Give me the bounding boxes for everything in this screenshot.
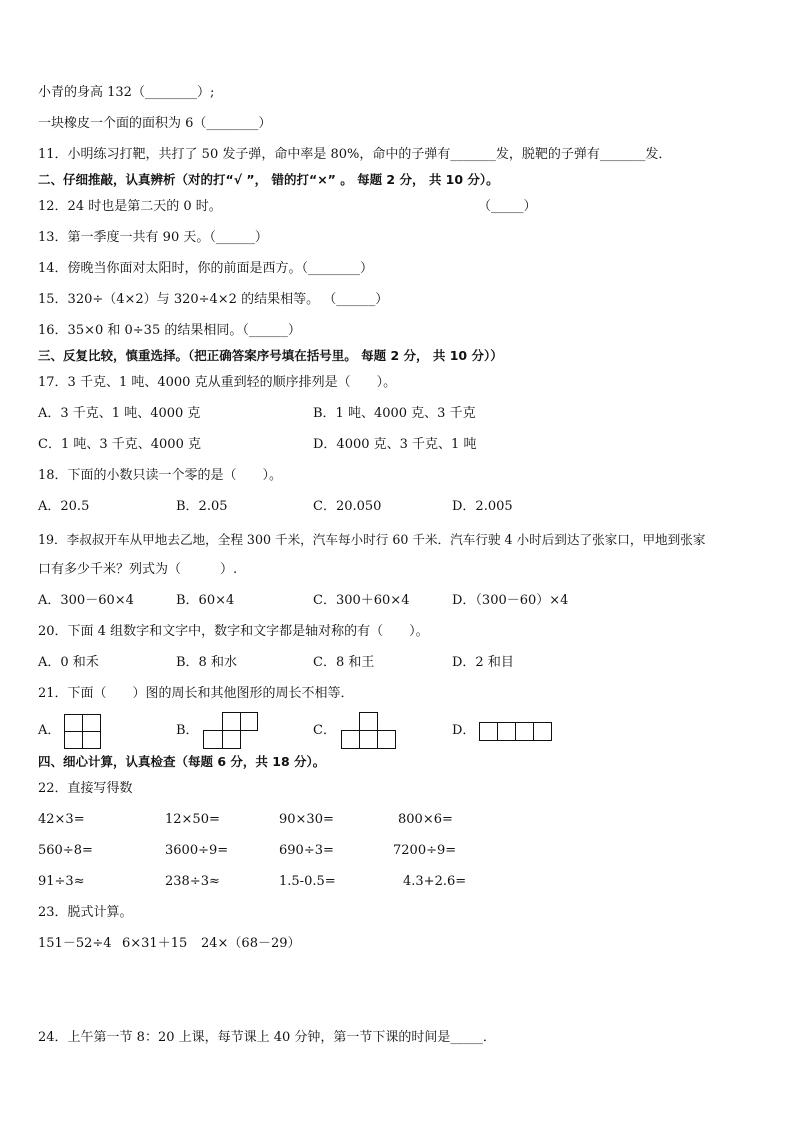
calc-item: 690÷3= xyxy=(279,843,334,858)
section-4-heading: 四、细心计算，认真检查（每题 6 分，共 18 分）。 xyxy=(38,754,326,769)
figure-c-tshape xyxy=(341,712,396,749)
calc-item: 12×50= xyxy=(165,812,220,827)
calc-item: 91÷3≈ xyxy=(38,874,85,889)
question-17-option-a: A．3 千克、1 吨、4000 克 xyxy=(38,406,201,421)
question-21-option-d: D． xyxy=(452,723,476,738)
question-11: 11．小明练习打靶，共打了 50 发子弹，命中率是 80%，命中的子弹有_______发，脱靶的子弹有_______发． xyxy=(38,147,672,162)
question-19-option-b: B．60×4 xyxy=(176,593,235,608)
question-14: 14．傍晚当你面对太阳时，你的前面是西方。（________） xyxy=(38,261,374,276)
question-18-option-d: D．2.005 xyxy=(452,499,513,514)
question-19-option-d: D．（300－60）×4 xyxy=(452,593,569,608)
question-17-option-b: B．1 吨、4000 克、3 千克 xyxy=(313,406,476,421)
question-18-option-a: A．20.5 xyxy=(38,499,90,514)
question-20-option-c: C．8 和王 xyxy=(313,655,375,670)
question-17-option-d: D．4000 克、3 千克、1 吨 xyxy=(313,437,477,452)
question-17-option-c: C．1 吨、3 千克、4000 克 xyxy=(38,437,201,452)
calc-item: 3600÷9= xyxy=(165,843,229,858)
question-17: 17．3 千克、1 吨、4000 克从重到轻的顺序排列是（ ）。 xyxy=(38,375,397,390)
calc-item: 560÷8= xyxy=(38,843,93,858)
question-22: 22．直接写得数 xyxy=(38,781,133,796)
question-21: 21．下面（ ）图的周长和其他图形的周长不相等． xyxy=(38,686,354,701)
calc-item: 7200÷9= xyxy=(393,843,457,858)
question-18-option-c: C．20.050 xyxy=(313,499,382,514)
calc-item: 4.3+2.6= xyxy=(403,874,467,889)
section-2-heading: 二、仔细推敲，认真辨析（对的打“√ ”， 错的打“×” 。 每题 2 分， 共 10 分）。 xyxy=(38,172,499,187)
expression-item: 6×31＋15 xyxy=(122,936,188,951)
question-19-option-a: A．300－60×4 xyxy=(38,593,134,608)
question-16: 16．35×0 和 0÷35 的结果相同。（______） xyxy=(38,323,301,338)
section-3-heading: 三、反复比较，慎重选择。（把正确答案序号填在括号里。 每题 2 分， 共 10 分）） xyxy=(38,348,503,363)
calc-item: 42×3= xyxy=(38,812,85,827)
question-19-option-c: C．300＋60×4 xyxy=(313,593,410,608)
calc-item: 1.5-0.5= xyxy=(279,874,336,889)
question-20-option-b: B．8 和水 xyxy=(176,655,237,670)
line-eraser: 一块橡皮一个面的面积为 6（________） xyxy=(38,116,272,131)
question-20-option-d: D．2 和目 xyxy=(452,655,514,670)
question-19-line-2: 口有多少千米？列式为（ ）. xyxy=(38,562,238,577)
calc-item: 238÷3≈ xyxy=(165,874,220,889)
question-19-line-1: 19．李叔叔开车从甲地去乙地，全程 300 千米，汽车每小时行 60 千米．汽车行驶 4 小时后到达了张家口，甲地到张家 xyxy=(38,532,706,547)
calc-item: 800×6= xyxy=(398,812,453,827)
figure-a-grid xyxy=(64,714,101,749)
question-13: 13．第一季度一共有 90 天。（______） xyxy=(38,230,268,245)
question-21-option-c: C． xyxy=(313,723,336,738)
expression-item: 151－52÷4 xyxy=(38,936,112,951)
expression-item: 24×（68－29） xyxy=(201,936,301,951)
question-21-option-a: A． xyxy=(38,723,61,738)
calc-item: 90×30= xyxy=(279,812,334,827)
question-12: 12．24 时也是第二天的 0 时。 xyxy=(38,199,222,214)
question-23: 23．脱式计算。 xyxy=(38,905,133,920)
question-12-blank: （_____） xyxy=(478,199,537,214)
question-20-option-a: A．0 和禾 xyxy=(38,655,99,670)
question-20: 20．下面 4 组数字和文字中，数字和文字都是轴对称的有（ ）。 xyxy=(38,624,429,639)
figure-b-stairs xyxy=(203,712,258,749)
question-15: 15．320÷（4×2）与 320÷4×2 的结果相等。 （______） xyxy=(38,292,389,307)
question-18: 18．下面的小数只读一个零的是（ ）。 xyxy=(38,468,283,483)
line-height: 小青的身高 132（________）; xyxy=(38,85,215,100)
question-18-option-b: B．2.05 xyxy=(176,499,228,514)
question-24: 24．上午第一节 8：20 上课，每节课上 40 分钟，第一节下课的时间是_____． xyxy=(38,1030,496,1045)
question-21-option-b: B． xyxy=(176,723,199,738)
figure-d-row xyxy=(479,722,552,741)
